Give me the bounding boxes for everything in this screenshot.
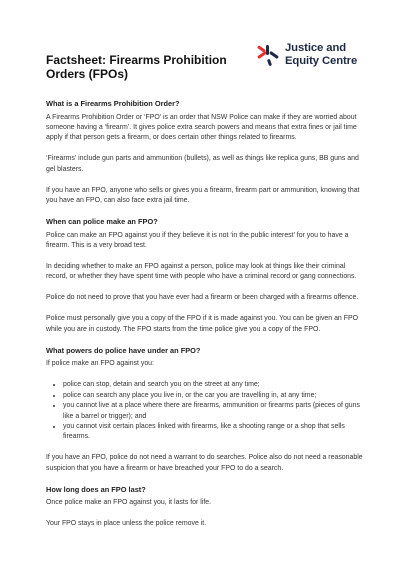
list-item: • police can stop, detain and search you on the street at any time; (63, 380, 364, 390)
paragraph: If police make an FPO against you: (46, 360, 154, 368)
section-how-long-fpo-lasts (46, 485, 364, 530)
list-item: • you cannot visit certain places linked with firearms, like a shooting range or a shop that sells firearms. (63, 422, 364, 443)
section-heading: How long does an FPO last? (46, 484, 146, 494)
bullet-list (46, 380, 364, 442)
paragraph: ‘Firearms’ include gun parts and ammunition (bullets), as well as things like replica guns, BB guns and gel blasters. (46, 155, 359, 173)
logo-mark-icon (256, 43, 280, 67)
paragraph: If you have an FPO, anyone who sells or gives you a firearm, firearm part or ammunition, knowing that you have an FPO, can also face extra jail time. (46, 186, 360, 205)
section-police-powers (46, 346, 364, 474)
paragraph: Once police make an FPO against you, it lasts for life. (46, 499, 212, 507)
section-heading: What powers do police have under an FPO? (46, 345, 201, 355)
paragraph: Your FPO stays in place unless the police remove it. (46, 520, 207, 528)
list-item: • police can search any place you live in, or the car you are travelling in, at any time; (63, 391, 364, 401)
justice-equity-centre-logo (256, 42, 357, 67)
paragraph: Police must personally give you a copy of the FPO if it is made against you. You can be given an FPO while you are in custody. The FPO starts from the time police give you a copy of the FPO. (46, 315, 358, 333)
factsheet-body (46, 99, 364, 540)
logo-line-2: Equity Centre (285, 54, 358, 67)
page-title: Factsheet: Firearms Prohibition Orders (FPOs) (46, 53, 227, 82)
paragraph: In deciding whether to make an FPO against a person, police may look at things like their criminal record, or whether they have spent time with people who have a criminal record or gang connections. (46, 263, 357, 281)
section-when-can-police-make-fpo (46, 217, 364, 335)
paragraph: Police can make an FPO against you if they believe it is not ‘in the public interest’ for you to have a firearm. This is a very broad test. (46, 231, 349, 250)
logo-line-1: Justice and (285, 42, 347, 54)
section-heading: What is a Firearms Prohibition Order? (46, 99, 180, 108)
section-what-is-fpo (46, 99, 364, 207)
list-item: • you cannot live at a place where there are firearms, ammunition or firearms parts (pieces of guns like a barrel or trigger); and (63, 401, 364, 422)
paragraph: A Firearms Prohibition Order or ‘FPO’ is an order that NSW Police can make if they are worried about someone having a ‘firearm’. It gives police extra search powers and means that extra fines or jail time apply if that person gets a firearm, or does certain other things related to firearms. (46, 113, 357, 142)
paragraph: Police do not need to prove that you have ever had a firearm or been charged with a firearms offence. (46, 294, 359, 302)
paragraph: If you have an FPO, police do not need a warrant to do searches. Police also do not need a reasonable suspicion that you have a firearm or have breached your FPO to do a search. (46, 454, 363, 472)
logo-wordmark (285, 42, 357, 67)
section-heading: When can police make an FPO? (46, 217, 158, 227)
